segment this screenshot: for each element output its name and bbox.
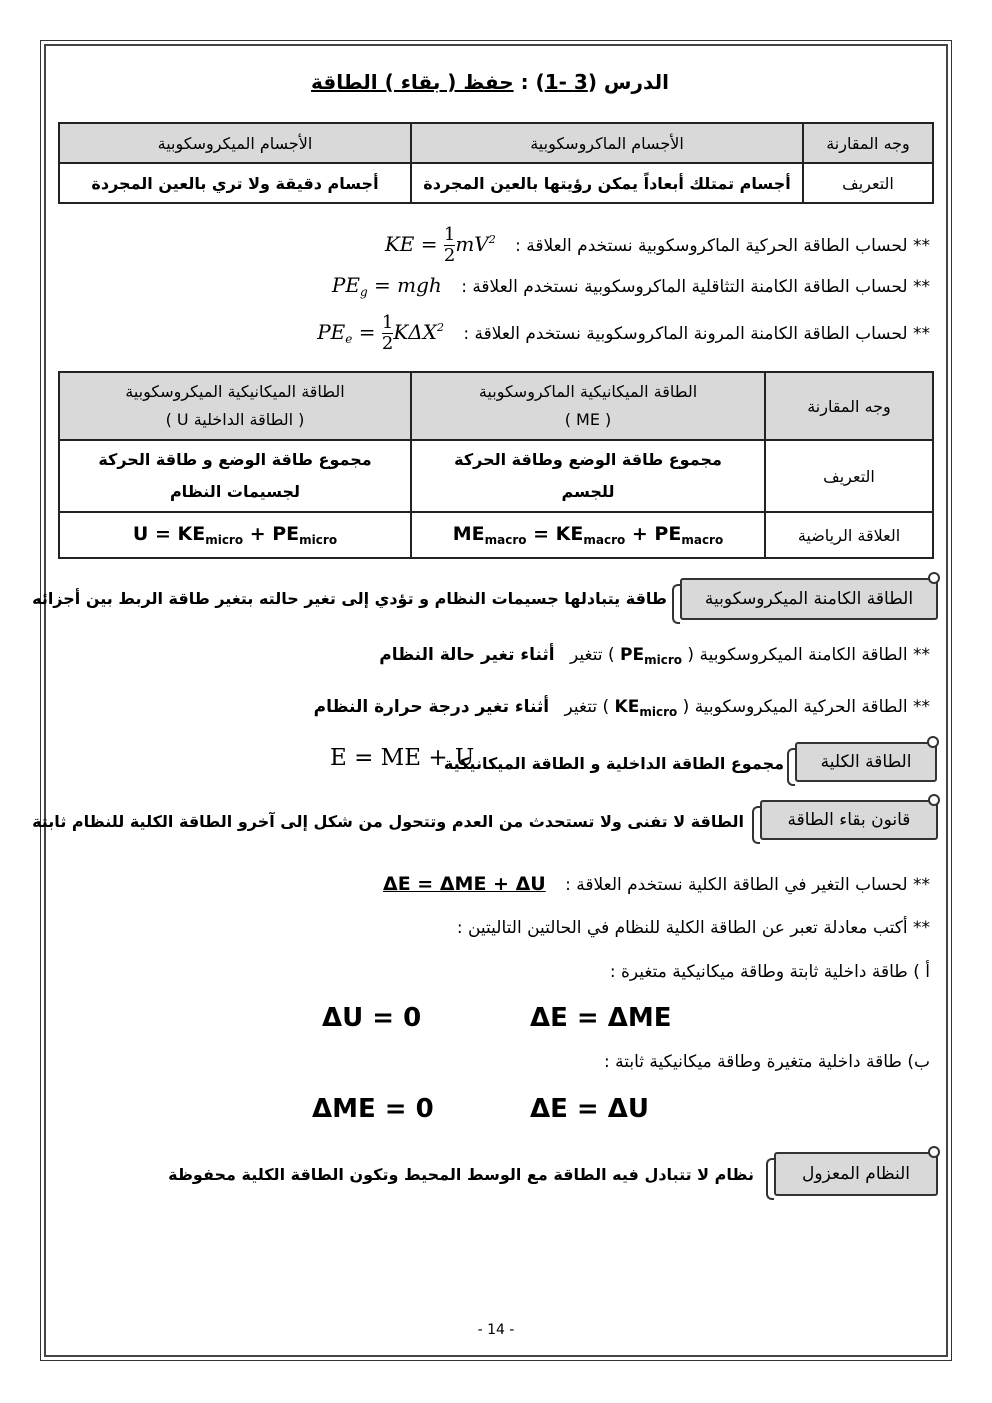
case-a-eq1: ΔE = ΔME [530,1003,672,1033]
table-header: الطاقة الميكانيكية الماكروسكوبية ( ME ) [411,372,765,440]
table-cell: أجسام تمتلك أبعاداً يمكن رؤيتها بالعين المجردة [411,163,803,203]
note-pe-micro: ** الطاقة الكامنة الميكروسكوبية ( $PE_{micro}$ ) تتغير أثناء تغير حالة النظام [379,645,930,667]
formula-line-peg: ** لحساب الطاقة الكامنة التثاقلية الماكروسكوبية نستخدم العلاقة : $PE_g$ = mgh [331,273,930,299]
conservation-law-definition: الطاقة لا تفنى ولا تستحدث من العدم وتتحول من شكل إلى آخرو الطاقة الكلية للنظام ثابتة [32,812,744,831]
total-energy-formula: E = ME + U [330,745,475,771]
table-cell: مجموع طاقة الوضع و طاقة الحركة لجسيمات النظام [59,440,411,512]
formula-line-pee: ** لحساب الطاقة الكامنة المرونة الماكروسكوبية نستخدم العلاقة : $PE_e$ = $\frac{1}{2}$ KΔX$^2$ [317,312,930,354]
isolated-system-label: النظام المعزول [774,1152,938,1196]
table-cell: أجسام دقيقة ولا تري بالعين المجردة [59,163,411,203]
page-number: - 14 - [477,1322,515,1338]
case-b-text: ب) طاقة داخلية متغيرة وطاقة ميكانيكية ثابتة : [603,1052,930,1072]
case-b-eq2: ΔME = 0 [312,1094,434,1124]
note-ke-micro: ** الطاقة الحركية الميكروسكوبية ( $KE_{micro}$ ) تتغير أثناء تغير درجة حرارة النظام [313,697,930,719]
table-cell: العلاقة الرياضية [765,512,933,558]
table-header: الأجسام الميكروسكوبية [59,123,411,163]
table-header: وجه المقارنة [765,372,933,440]
macro-micro-table [58,122,934,204]
table-header: وجه المقارنة [803,123,933,163]
table-cell: التعريف [765,440,933,512]
write-equation-prompt: ** أكتب معادلة تعبر عن الطاقة الكلية للنظام في الحالتين التاليتين : [456,918,930,938]
mechanical-energy-table [58,371,934,559]
table-header: الأجسام الماكروسكوبية [411,123,803,163]
isolated-system-definition: نظام لا تتبادل فيه الطاقة مع الوسط المحيط وتكون الطاقة الكلية محفوظة [168,1165,754,1184]
total-energy-definition: مجموع الطاقة الداخلية و الطاقة الميكانيكية [443,754,784,773]
micro-potential-definition: طاقة يتبادلها جسيمات النظام و تؤدي إلى تغير حالته بتغير طاقة الربط بين أجزائه [32,589,667,608]
table-cell: $U = KE_{micro} + PE_{micro}$ [59,512,411,558]
table-cell: التعريف [803,163,933,203]
table-cell: مجموع طاقة الوضع وطاقة الحركة للجسم [411,440,765,512]
energy-change-line: ** لحساب التغير في الطاقة الكلية نستخدم العلاقة : ΔE = ΔME + ΔU [383,873,930,895]
case-b-eq1: ΔE = ΔU [530,1094,650,1124]
table-cell: $ME_{macro} = KE_{macro} + PE_{macro}$ [411,512,765,558]
total-energy-label: الطاقة الكلية [795,742,937,782]
case-a-eq2: ΔU = 0 [322,1003,422,1033]
case-a-text: أ ) طاقة داخلية ثابتة وطاقة ميكانيكية متغيرة : [609,962,930,982]
formula-line-ke: ** لحساب الطاقة الحركية الماكروسكوبية نستخدم العلاقة : KE = $\frac{1}{2}$ $mV^2$ [384,224,930,266]
micro-potential-label: الطاقة الكامنة الميكروسكوبية [680,578,938,620]
conservation-law-label: قانون بقاء الطاقة [760,800,938,840]
page-title: الدرس (3 -1) : حفظ ( بقاء ) الطاقة [311,70,669,94]
table-header: الطاقة الميكانيكية الميكروسكوبية ( الطاقة الداخلية U ) [59,372,411,440]
